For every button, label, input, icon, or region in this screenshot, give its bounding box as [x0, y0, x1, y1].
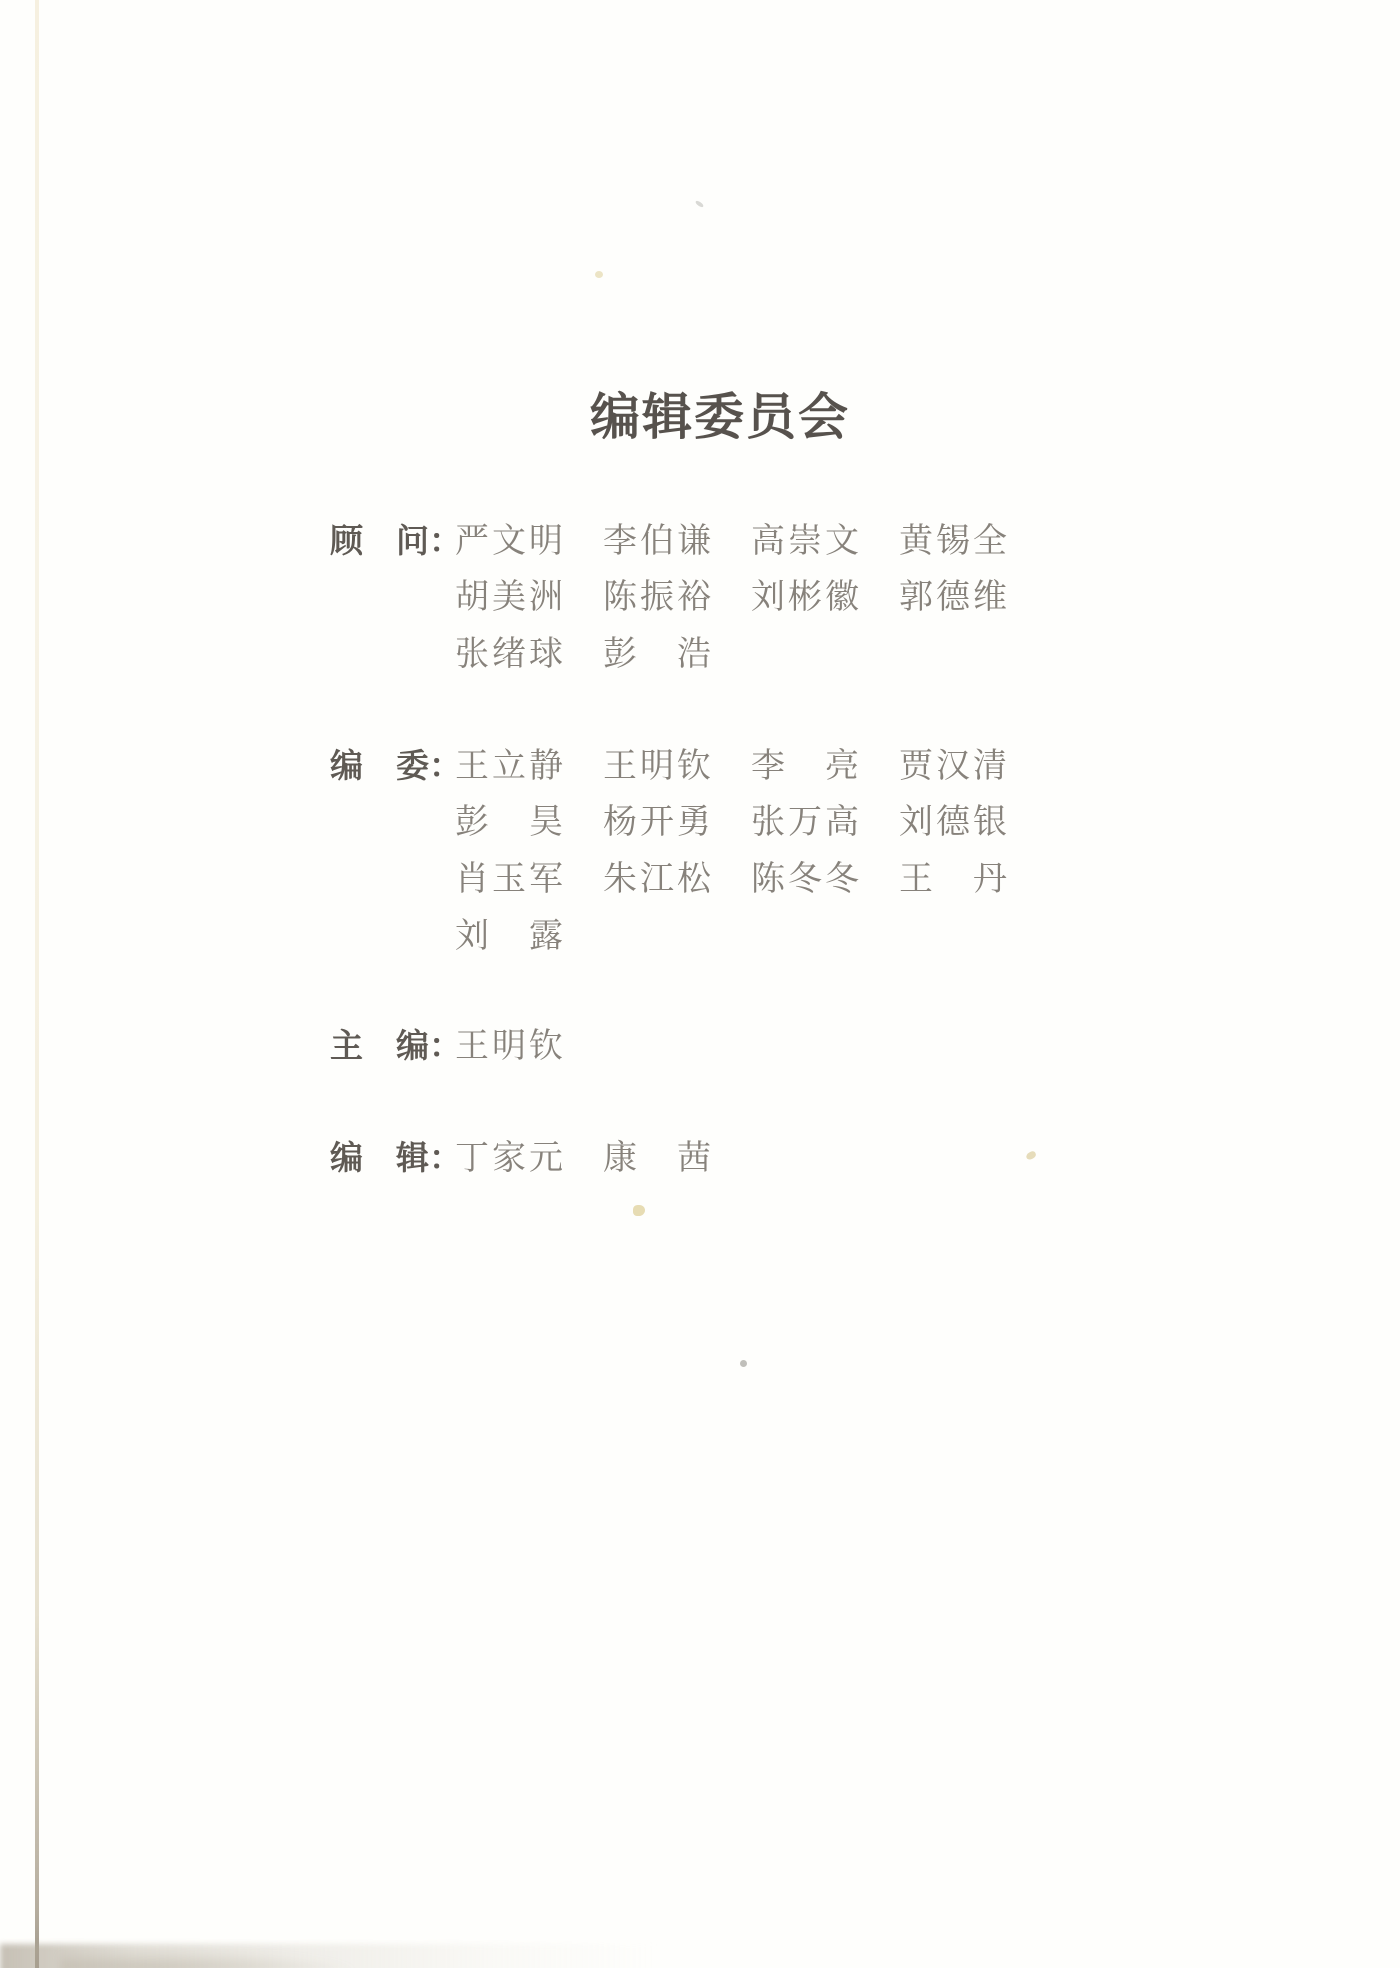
- person-name: 刘 露: [455, 918, 566, 955]
- person-name: 李 亮: [751, 748, 862, 785]
- section-label-editors: 编 辑：: [330, 1139, 462, 1176]
- scan-speck: [740, 1360, 747, 1367]
- person-name: 陈振裕: [603, 579, 714, 616]
- person-name: 黄锡全: [899, 523, 1010, 560]
- editors-row: [330, 1129, 1230, 1186]
- section-label-chief-editor: 主 编：: [330, 1027, 462, 1064]
- scan-shadow-bottom: [0, 1944, 660, 1968]
- person-name: 王明钦: [455, 1028, 566, 1065]
- person-name: 彭 浩: [603, 636, 714, 673]
- person-name: 彭 昊: [455, 804, 566, 841]
- person-name: 肖玉军: [455, 861, 566, 898]
- board-row-3: [330, 851, 1230, 908]
- person-name: 杨开勇: [603, 804, 714, 841]
- section-advisors: [330, 512, 1230, 683]
- person-name: 丁家元: [455, 1140, 566, 1177]
- person-name: 贾汉清: [899, 748, 1010, 785]
- scan-speck: [695, 200, 705, 208]
- person-name: 胡美洲: [455, 579, 566, 616]
- advisors-row-2: [330, 569, 1230, 626]
- person-name: 李伯谦: [603, 523, 714, 560]
- section-label-editorial-board: 编 委：: [330, 747, 462, 784]
- person-name: 高崇文: [751, 523, 862, 560]
- advisors-row-1: [330, 512, 1230, 569]
- person-name: 张万高: [751, 804, 862, 841]
- board-row-1: [330, 737, 1230, 794]
- page-binding-edge: [35, 0, 39, 1968]
- scan-speck: [595, 271, 603, 278]
- scan-speck: [633, 1205, 645, 1216]
- person-name: 王立静: [455, 748, 566, 785]
- person-name: 刘德银: [899, 804, 1010, 841]
- chief-editor-row: [330, 1017, 1230, 1074]
- person-name: 郭德维: [899, 579, 1010, 616]
- person-name: 陈冬冬: [751, 861, 862, 898]
- person-name: 康 茜: [603, 1140, 714, 1177]
- person-name: 朱江松: [603, 861, 714, 898]
- advisors-row-3: [330, 626, 1230, 683]
- section-editorial-board: [330, 737, 1230, 965]
- board-row-4: [330, 908, 1230, 965]
- board-row-2: [330, 794, 1230, 851]
- person-name: 张绪球: [455, 636, 566, 673]
- person-name: 王明钦: [603, 748, 714, 785]
- person-name: 王 丹: [899, 861, 1010, 898]
- person-name: 刘彬徽: [751, 579, 862, 616]
- section-editors: [330, 1129, 1230, 1186]
- person-name: 严文明: [455, 523, 566, 560]
- section-label-advisors: 顾 问：: [330, 522, 462, 559]
- page-title: 编辑委员会: [590, 389, 850, 445]
- section-chief-editor: [330, 1017, 1230, 1074]
